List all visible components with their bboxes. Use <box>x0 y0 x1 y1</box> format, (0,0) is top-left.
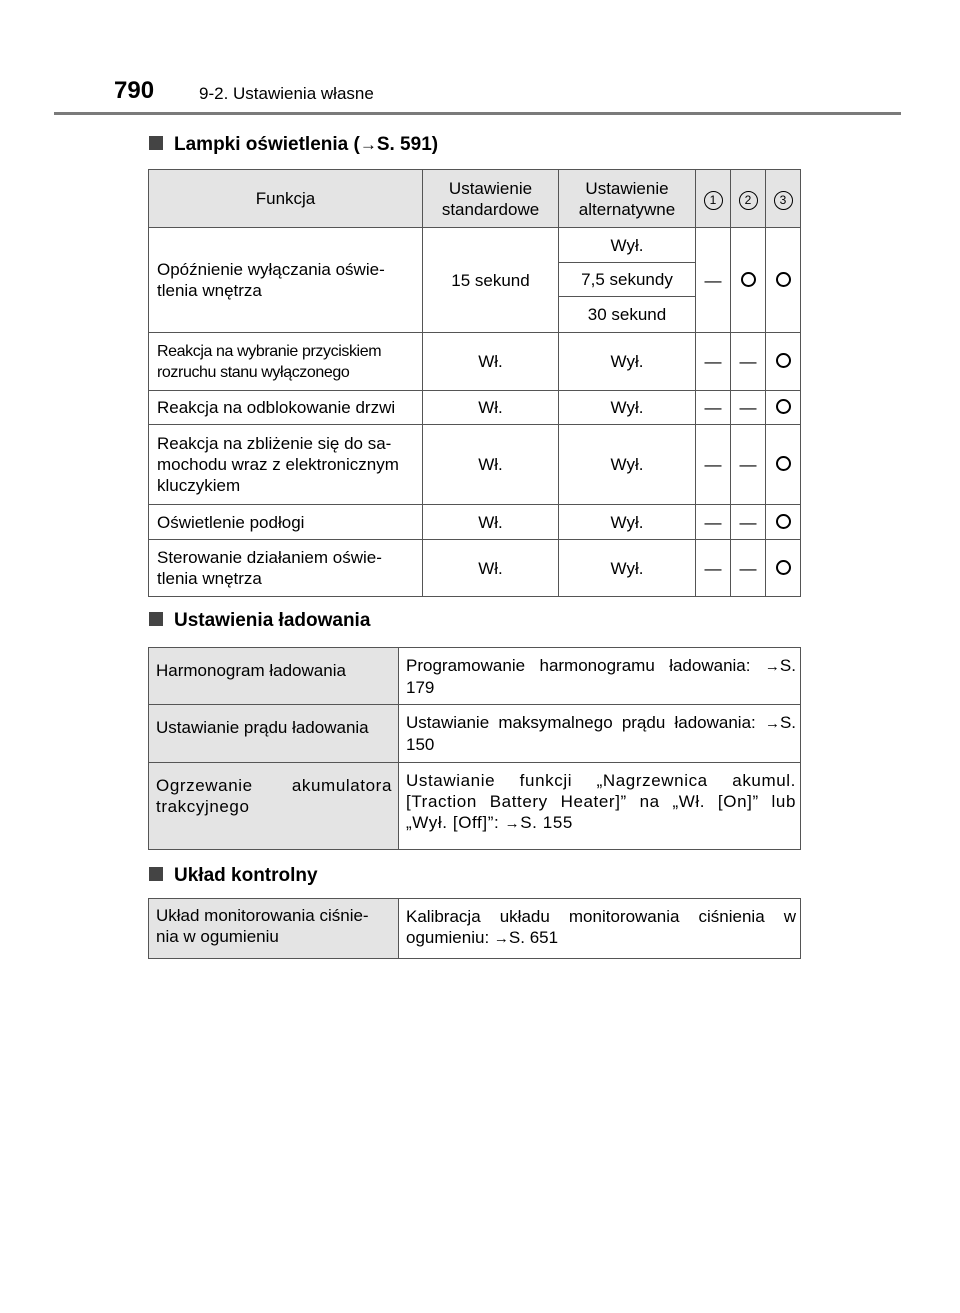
col2-cell <box>731 228 766 333</box>
square-bullet-icon <box>149 612 163 626</box>
charging-heading-text: Ustawienia ładowania <box>174 610 371 631</box>
standard-cell: Wł. <box>423 505 559 540</box>
circle-icon <box>741 272 756 287</box>
setting-label: Ustawianie prądu ładowania <box>149 705 399 763</box>
alternative-cell: 7,5 sekundy <box>559 263 696 297</box>
function-cell: Reakcja na zbliżenie się do sa- mochodu wraz z elektronicznym kluczykiem <box>149 425 423 505</box>
col3-cell <box>766 391 801 425</box>
table-header-row <box>149 170 801 228</box>
function-cell: Sterowanie działaniem oświe- tlenia wnętrza <box>149 540 423 597</box>
page-reference: S. 155 <box>520 813 573 832</box>
col3-cell <box>766 228 801 333</box>
col2-cell: — <box>731 505 766 540</box>
square-bullet-icon <box>149 867 163 881</box>
col3-cell <box>766 425 801 505</box>
col-header-2 <box>731 170 766 228</box>
alternative-cell: Wył. <box>559 540 696 597</box>
page-reference: S. 179 <box>406 656 796 697</box>
description-text: Ustawianie funkcji „Nagrzewnica akumul. [Traction Battery Heater]” na „Wł. [On]” lub „Wył. [Off]”: <box>406 771 796 832</box>
lights-heading <box>149 133 438 157</box>
standard-cell: Wł. <box>423 540 559 597</box>
section-header: 9-2. Ustawienia własne <box>199 84 374 103</box>
description-text: Ustawianie maksymalnego prądu ładowania: <box>406 713 756 732</box>
col-header-1 <box>696 170 731 228</box>
circle-icon <box>776 560 791 575</box>
col3-cell <box>766 540 801 597</box>
col1-cell: — <box>696 505 731 540</box>
description-text: Kalibracja układu monitorowania ciśnienia w ogumieniu: <box>406 907 796 947</box>
square-bullet-icon <box>149 136 163 150</box>
lights-heading-ref: S. 591) <box>376 134 439 155</box>
setting-description <box>399 763 801 850</box>
alternative-cell: Wył. <box>559 425 696 505</box>
setting-label: Ogrzewanie akumulatora trakcyjnego <box>149 763 399 850</box>
function-cell: Reakcja na wybranie przyciskiem rozruchu stanu wyłączonego <box>149 333 423 391</box>
setting-label: Układ monitorowania ciśnie- nia w ogumieniu <box>149 899 399 959</box>
alternative-cell: Wył. <box>559 505 696 540</box>
table-row <box>149 425 801 505</box>
col-header-function: Funkcja <box>149 170 423 228</box>
page-reference: S. 651 <box>508 928 559 947</box>
function-cell: Reakcja na odblokowanie drzwi <box>149 391 423 425</box>
arrow-icon: → <box>764 715 780 732</box>
col2-cell: — <box>731 333 766 391</box>
setting-label: Harmonogram ładowania <box>149 648 399 705</box>
col-header-alternative: Ustawienie alternatywne <box>559 170 696 228</box>
table-row <box>149 228 801 263</box>
page-reference: S. 150 <box>406 713 797 754</box>
circle-icon <box>776 353 791 368</box>
col1-cell: — <box>696 540 731 597</box>
col-header-3 <box>766 170 801 228</box>
circle-icon <box>776 399 791 414</box>
circled-3-icon: 3 <box>774 191 793 210</box>
col1-cell: — <box>696 425 731 505</box>
table-row <box>149 763 801 850</box>
col2-cell: — <box>731 425 766 505</box>
lights-heading-text: Lampki oświetlenia ( <box>174 134 360 155</box>
alternative-cell: 30 sekund <box>559 297 696 333</box>
circled-2-icon: 2 <box>739 191 758 210</box>
alternative-cell: Wył. <box>559 228 696 263</box>
standard-cell: 15 sekund <box>423 228 559 333</box>
header-rule <box>54 112 901 115</box>
alternative-cell: Wył. <box>559 391 696 425</box>
setting-description <box>399 899 801 959</box>
table-row <box>149 391 801 425</box>
arrow-icon: → <box>493 930 509 947</box>
col2-cell: — <box>731 540 766 597</box>
col1-cell: — <box>696 228 731 333</box>
table-row <box>149 705 801 763</box>
col1-cell: — <box>696 333 731 391</box>
circle-icon <box>776 456 791 471</box>
col-header-standard: Ustawienie standardowe <box>423 170 559 228</box>
control-table <box>148 898 801 959</box>
table-row <box>149 540 801 597</box>
circle-icon <box>776 272 791 287</box>
circled-1-icon: 1 <box>704 191 723 210</box>
lights-table <box>148 169 801 597</box>
page-number: 790 <box>114 77 155 104</box>
control-heading <box>149 864 318 888</box>
function-cell: Opóźnienie wyłączania oświe- tlenia wnętrza <box>149 228 423 333</box>
control-heading-text: Układ kontrolny <box>174 865 318 886</box>
standard-cell: Wł. <box>423 391 559 425</box>
charging-table <box>148 647 801 850</box>
col2-cell: — <box>731 391 766 425</box>
function-cell: Oświetlenie podłogi <box>149 505 423 540</box>
col3-cell <box>766 333 801 391</box>
charging-heading <box>149 609 370 633</box>
table-row <box>149 505 801 540</box>
table-row <box>149 333 801 391</box>
table-row <box>149 648 801 705</box>
col1-cell: — <box>696 391 731 425</box>
alternative-cell: Wył. <box>559 333 696 391</box>
standard-cell: Wł. <box>423 333 559 391</box>
circle-icon <box>776 514 791 529</box>
description-text: Programowanie harmonogramu ładowania: <box>406 656 751 675</box>
arrow-icon: → <box>359 135 377 154</box>
standard-cell: Wł. <box>423 425 559 505</box>
setting-description <box>399 648 801 705</box>
arrow-icon: → <box>764 658 780 675</box>
setting-description <box>399 705 801 763</box>
arrow-icon: → <box>504 815 521 832</box>
col3-cell <box>766 505 801 540</box>
table-row <box>149 899 801 959</box>
